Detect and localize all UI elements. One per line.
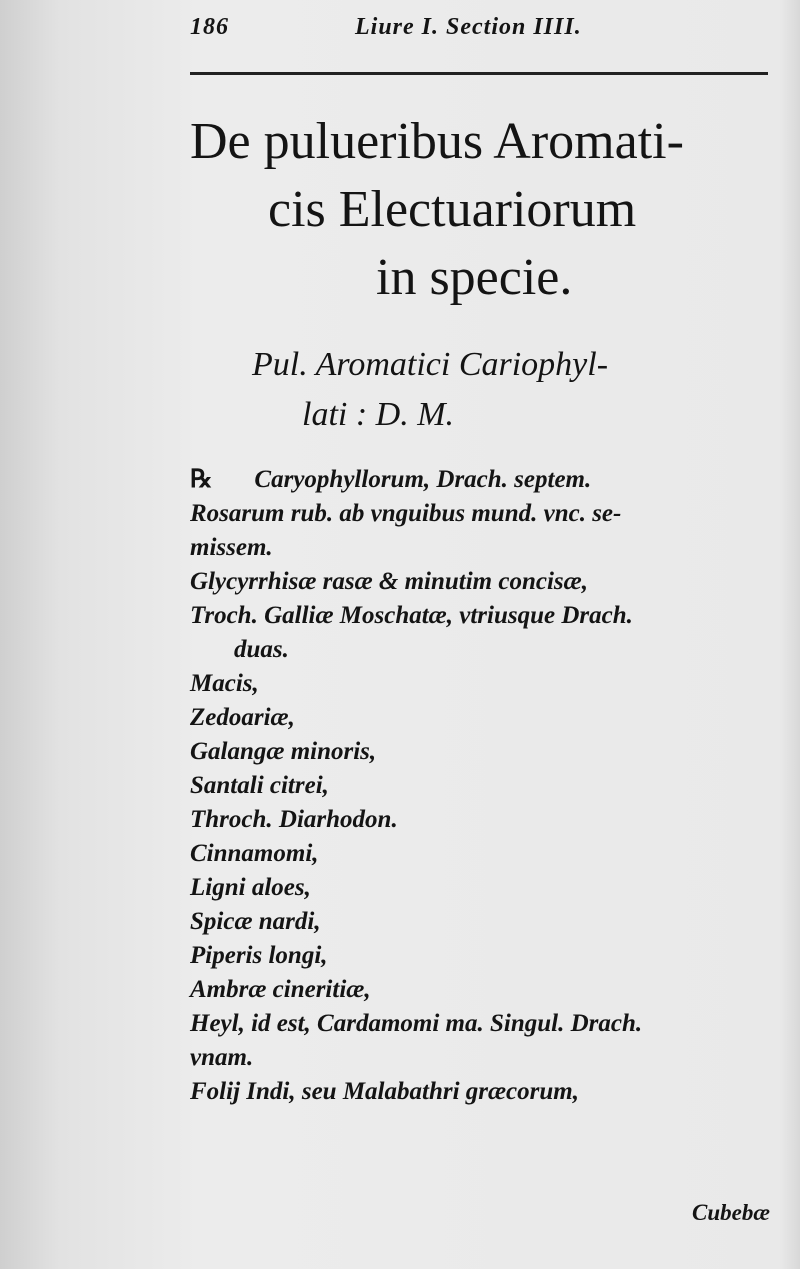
ingredient-line: Troch. Galliæ Moschatæ, vtriusque Drach. [190,602,633,629]
ingredient-line: Rosarum rub. ab vnguibus mund. vnc. se- [190,500,622,527]
ingredient-text: Caryophyllorum, Drach. septem. [254,466,592,493]
ingredient-line: Ligni aloes, [190,874,311,901]
ingredient-line: Glycyrrhisæ rasæ & minutim concisæ, [190,568,588,595]
recipe-heading [190,340,770,440]
ingredient-line: Spicæ nardi, [190,908,321,935]
ingredient-line: Santali citrei, [190,772,329,799]
ingredient-line: vnam. [190,1044,254,1071]
ingredient-line: missem. [190,534,273,561]
recipe-symbol: ℞ [190,466,213,493]
title-line-3: in specie. [376,249,573,306]
page-number: 186 [190,14,229,40]
ingredient-list [190,463,770,1109]
ingredient-line: Zedoariæ, [190,704,295,731]
ingredient-line: Cinnamomi, [190,840,319,867]
ingredient-line [190,463,770,497]
ingredient-line: Folij Indi, seu Malabathri græcorum, [190,1078,579,1105]
ingredient-line: Throch. Diarhodon. [190,806,398,833]
running-title: Liure I. Section IIII. [355,14,582,40]
section-title [190,108,770,312]
recipe-heading-line-2: lati : D. M. [302,396,455,433]
title-line-2: cis Electuariorum [268,181,637,238]
title-line-1: De pulueribus Aromati- [190,113,684,170]
ingredient-line: Piperis longi, [190,942,328,969]
header-rule [190,72,768,75]
catchword: Cubebæ [692,1200,770,1225]
ingredient-line: Macis, [190,670,259,697]
ingredient-line: Heyl, id est, Cardamomi ma. Singul. Drach. [190,1010,643,1037]
ingredient-line: Ambræ cineritiæ, [190,976,371,1003]
recipe-heading-line-1: Pul. Aromatici Cariophyl- [252,346,609,383]
ingredient-line: duas. [234,636,289,663]
ingredient-line: Galangæ minoris, [190,738,377,765]
